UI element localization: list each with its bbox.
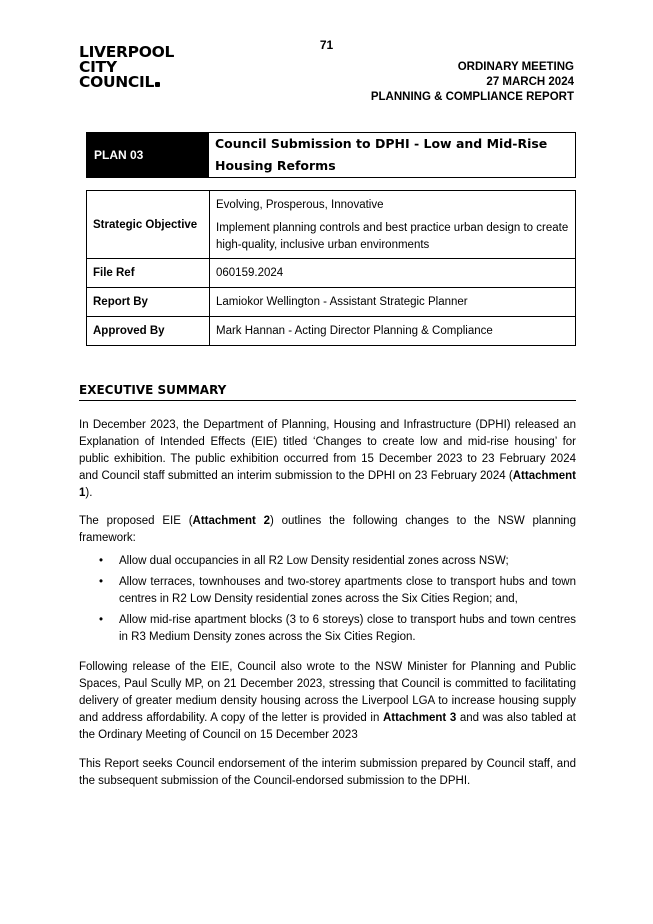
paragraph-1-text: In December 2023, the Department of Planning, Housing and Infrastructure (DPHI) released an Explanation of Intended Effects (EIE) titled ‘Changes to create low and mid-rise housing’ for public exhibition. The public exhibition occurred from 15 December 2023 to 23 February 2024 and Council staff submitted an interim submission to the DPHI on 23 February 2024 (	[79, 419, 576, 482]
summary-paragraph-1	[79, 417, 576, 502]
table-row	[87, 191, 576, 259]
logo-dot-icon	[155, 82, 160, 87]
table-row	[87, 259, 576, 288]
report-by-label: Report By	[87, 288, 210, 317]
paragraph-2-start: The proposed EIE (	[79, 515, 193, 527]
report-header	[371, 60, 574, 105]
summary-paragraph-4: This Report seeks Council endorsement of the interim submission prepared by Council staff, and the subsequent submission of the Council-endorsed submission to the DPHI.	[79, 758, 576, 787]
list-item: • Allow terraces, townhouses and two-storey apartments close to transport hubs and town centres in R2 Low Density residential zones across the Six Cities Region; and,	[79, 574, 576, 608]
paragraph-2-end: ) outlines the following changes to the NSW planning framework:	[79, 515, 576, 544]
approved-by-value: Mark Hannan - Acting Director Planning & Compliance	[210, 317, 576, 346]
file-ref-label: File Ref	[87, 259, 210, 288]
table-row	[87, 317, 576, 346]
attachment-1-ref: Attachment 1	[79, 470, 576, 499]
attachment-2-ref: Attachment 2	[192, 515, 270, 527]
list-item: • Allow mid-rise apartment blocks (3 to 6 storeys) close to transport hubs and town centres in R3 Medium Density zones across the Six Cities Region.	[79, 612, 576, 646]
plan-label: PLAN 03	[87, 133, 209, 177]
logo-line-3-text: COUNCIL	[79, 73, 155, 91]
report-details-table	[86, 190, 576, 346]
logo-line-3	[79, 75, 174, 90]
report-type: PLANNING & COMPLIANCE REPORT	[370, 91, 574, 103]
attachment-3-ref: Attachment 3	[382, 712, 457, 724]
strategic-objective-value	[210, 191, 576, 259]
paragraph-3-end: and was also tabled at the Ordinary Meeting of Council on 15 December 2023	[79, 712, 576, 741]
plan-header-box	[86, 132, 576, 178]
table-row	[87, 288, 576, 317]
logo-line-2: CITY	[79, 58, 117, 76]
list-item: • Allow dual occupancies in all R2 Low Density residential zones across NSW;	[79, 553, 576, 570]
plan-title-line-2: Housing Reforms	[215, 158, 336, 173]
page-number: 71	[319, 38, 334, 52]
paragraph-1-end: ).	[85, 487, 93, 499]
meeting-type: ORDINARY MEETING	[457, 61, 574, 73]
strategic-objective-label: Strategic Objective	[87, 191, 210, 259]
logo-line-1: LIVERPOOL	[79, 43, 175, 61]
summary-paragraph-3	[79, 659, 576, 744]
file-ref-value: 060159.2024	[210, 259, 576, 288]
strategic-objective-goal: Implement planning controls and best practice urban design to create high-quality, inclusive urban environments	[216, 222, 569, 251]
report-by-value: Lamiokor Wellington - Assistant Strategic Planner	[210, 288, 576, 317]
meeting-date: 27 MARCH 2024	[486, 76, 574, 88]
plan-title	[209, 133, 575, 177]
approved-by-label: Approved By	[87, 317, 210, 346]
executive-summary-heading: EXECUTIVE SUMMARY	[79, 383, 576, 401]
changes-list	[79, 553, 576, 650]
plan-title-line-1: Council Submission to DPHI - Low and Mid-Rise	[215, 136, 548, 151]
council-logo	[79, 45, 174, 90]
summary-paragraph-2	[79, 513, 576, 547]
paragraph-3-text: Following release of the EIE, Council also wrote to the NSW Minister for Planning and Public Spaces, Paul Scully MP, on 21 December 2023, stressing that Council is committed to facilitating delivery of greater medium density housing across the Liverpool LGA to increase housing supply and address affordability. A copy of the letter is provided in	[79, 661, 576, 724]
strategic-objective-theme: Evolving, Prosperous, Innovative	[216, 199, 384, 211]
